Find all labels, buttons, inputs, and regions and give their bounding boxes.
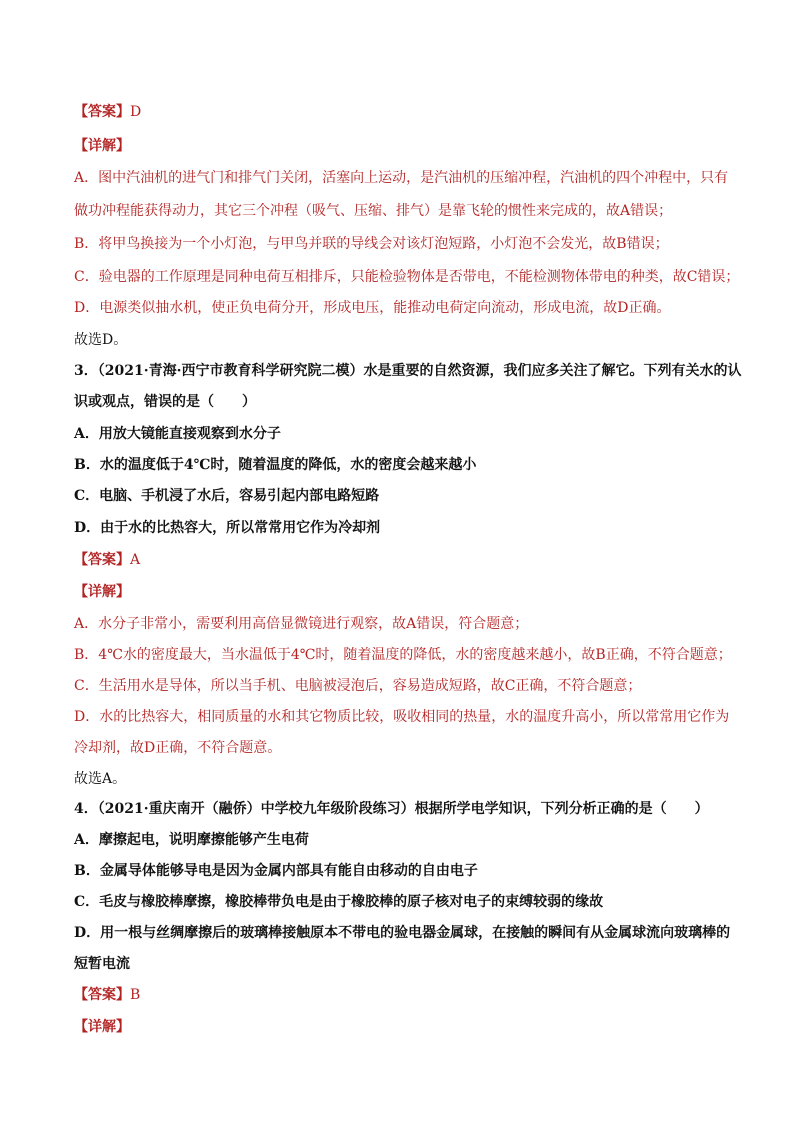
- q4-answer-line: [74, 986, 140, 1004]
- q2-explain-line: B．将甲鸟换接为一个小灯泡，与甲鸟并联的导线会对该灯泡短路，小灯泡不会发光，故B错误；: [74, 236, 669, 252]
- answer-tag: 【答案】: [74, 552, 130, 568]
- answer-value: A: [130, 552, 141, 568]
- q3-explain-line: C．生活用水是导体，所以当手机、电脑被浸泡后，容易造成短路，故C正确，不符合题意；: [74, 678, 642, 694]
- q2-detail-tag: 【详解】: [74, 138, 130, 154]
- q3-detail-tag: 【详解】: [74, 584, 130, 600]
- q2-explain-line: 做功冲程能获得动力，其它三个冲程（吸气、压缩、排气）是靠飞轮的惯性来完成的，故A错误；: [74, 203, 673, 219]
- q4-detail-tag: 【详解】: [74, 1019, 130, 1035]
- q3-option-b: B．水的温度低于4℃时，随着温度的降低，水的密度会越来越小: [74, 457, 477, 473]
- q2-explain-line: C．验电器的工作原理是同种电荷互相排斥，只能检验物体是否带电，不能检测物体带电的种类，故C错误；: [74, 269, 740, 285]
- q2-conclusion: 故选D。: [74, 332, 128, 348]
- q4-option-b: B．金属导体能够导电是因为金属内部具有能自由移动的自由电子: [74, 863, 478, 879]
- q3-option-a: A．用放大镜能直接观察到水分子: [74, 426, 281, 442]
- answer-value: B: [130, 987, 141, 1003]
- q4-stem-line: 4．（2021·重庆南开（融侨）中学校九年级阶段练习）根据所学电学知识，下列分析正确的是（ ）: [74, 801, 709, 817]
- q2-explain-line: A．图中汽油机的进气门和排气门关闭，活塞向上运动，是汽油机的压缩冲程，汽油机的四个冲程中，只有: [74, 170, 729, 186]
- answer-tag: 【答案】: [74, 104, 130, 120]
- q3-explain-line: A．水分子非常小，需要利用高倍显微镜进行观察，故A错误，符合题意；: [74, 616, 529, 632]
- q3-conclusion: 故选A。: [74, 771, 127, 787]
- answer-value: D: [130, 104, 142, 120]
- q3-option-d: D．由于水的比热容大，所以常常用它作为冷却剂: [74, 520, 381, 536]
- q4-option-d: D．用一根与丝绸摩擦后的玻璃棒接触原本不带电的验电器金属球，在接触的瞬间有从金属球流向玻璃棒的: [74, 925, 731, 941]
- answer-tag: 【答案】: [74, 987, 130, 1003]
- q3-answer-line: [74, 551, 140, 569]
- q3-explain-line: D．水的比热容大，相同质量的水和其它物质比较，吸收相同的热量，水的温度升高小，所以常常用它作为: [74, 709, 730, 725]
- q3-stem-line: 3．（2021·青海·西宁市教育科学研究院二模）水是重要的自然资源，我们应多关注了解它。下列有关水的认: [74, 363, 742, 379]
- q3-option-c: C．电脑、手机浸了水后，容易引起内部电路短路: [74, 488, 380, 504]
- q2-answer-line: [74, 103, 141, 121]
- q4-option-d-cont: 短暂电流: [74, 956, 130, 972]
- q3-explain-line: 冷却剂，故D正确，不符合题意。: [74, 740, 282, 756]
- q3-stem-line: 识或观点，错误的是（ ）: [74, 394, 256, 410]
- q4-option-a: A．摩擦起电，说明摩擦能够产生电荷: [74, 832, 309, 848]
- q2-explain-line: D．电源类似抽水机，使正负电荷分开，形成电压，能推动电荷定向流动，形成电流，故D正确。: [74, 300, 671, 316]
- q4-option-c: C．毛皮与橡胶棒摩擦，橡胶棒带负电是由于橡胶棒的原子核对电子的束缚较弱的缘故: [74, 894, 604, 910]
- q3-explain-line: B．4℃水的密度最大，当水温低于4℃时，随着温度的降低，水的密度越来越小，故B正确，不符合题意；: [74, 647, 732, 663]
